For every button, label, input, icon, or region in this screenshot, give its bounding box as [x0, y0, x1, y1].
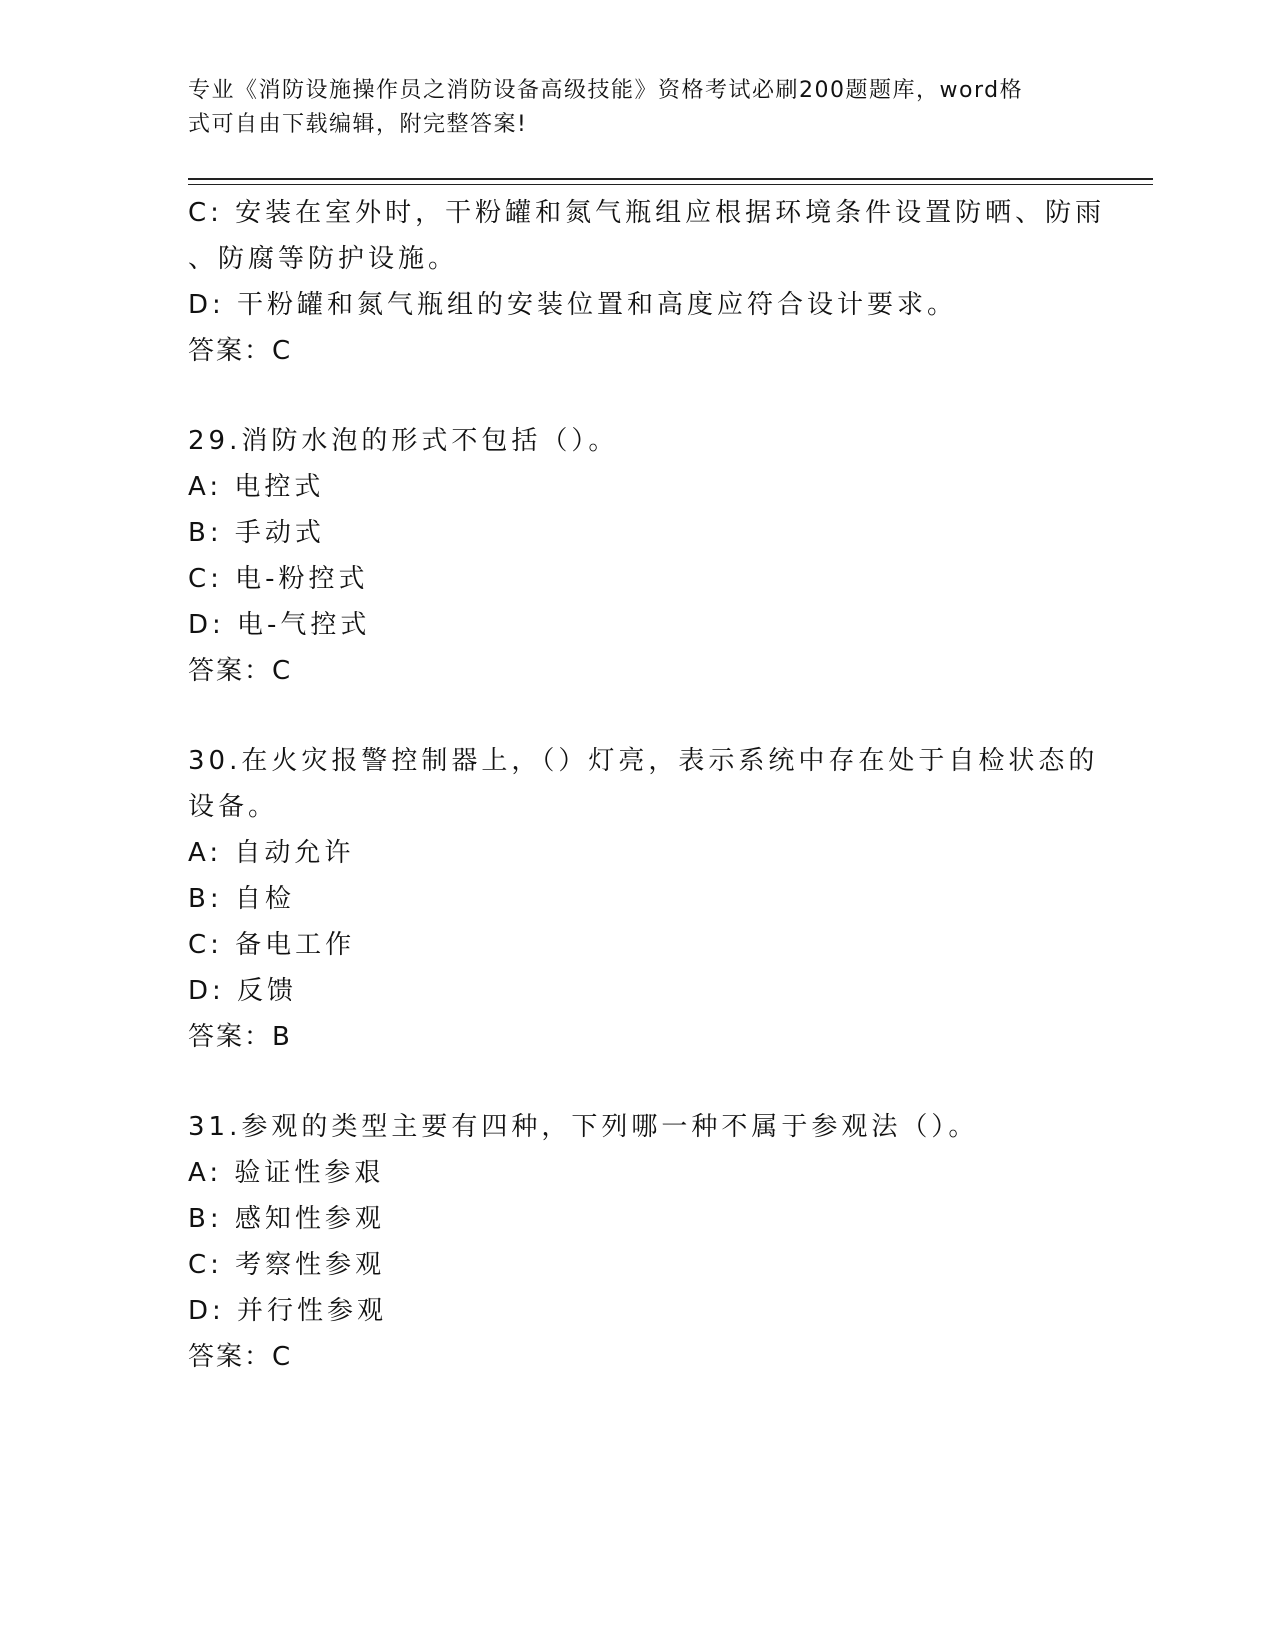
option-b: B: 手动式	[188, 518, 325, 548]
answer-line: 答案：C	[188, 1342, 293, 1372]
question-31	[188, 1104, 1088, 1380]
document-header	[188, 74, 1078, 142]
option-c-line-2: 、防腐等防护设施。	[188, 244, 459, 274]
option-a: A: 电控式	[188, 472, 325, 502]
option-c-line-1: C: 安装在室外时，干粉罐和氮气瓶组应根据环境条件设置防晒、防雨	[188, 198, 1106, 228]
question-title: 29.消防水泡的形式不包括（）。	[188, 426, 619, 456]
question-29	[188, 418, 1088, 694]
option-b: B: 自检	[188, 884, 295, 914]
option-c: C: 备电工作	[188, 930, 356, 960]
header-line-2: 式可自由下载编辑，附完整答案!	[188, 112, 528, 137]
option-c: C: 电-粉控式	[188, 564, 369, 594]
option-b: B: 感知性参观	[188, 1204, 385, 1234]
question-30	[188, 738, 1099, 1060]
question-title: 31.参观的类型主要有四种，下列哪一种不属于参观法（）。	[188, 1112, 979, 1142]
header-line-1: 专业《消防设施操作员之消防设备高级技能》资格考试必刷200题题库，word格	[188, 78, 1024, 103]
header-rule-thick	[188, 178, 1153, 180]
answer-line: 答案：B	[188, 1022, 292, 1052]
option-d: D: 电-气控式	[188, 610, 371, 640]
header-rule-thin	[188, 184, 1153, 185]
option-a: A: 验证性参艰	[188, 1158, 385, 1188]
option-d: D: 反馈	[188, 976, 298, 1006]
option-c: C: 考察性参观	[188, 1250, 386, 1280]
carryover-block	[188, 190, 1106, 374]
option-d: D: 并行性参观	[188, 1296, 388, 1326]
answer-line: 答案：C	[188, 656, 293, 686]
option-d: D: 干粉罐和氮气瓶组的安装位置和高度应符合设计要求。	[188, 290, 958, 320]
question-title-line-1: 30.在火灾报警控制器上，（）灯亮，表示系统中存在处于自检状态的	[188, 746, 1099, 776]
question-title-line-2: 设备。	[188, 792, 279, 822]
option-a: A: 自动允许	[188, 838, 355, 868]
document-body	[188, 190, 1106, 1380]
answer-line: 答案：C	[188, 336, 293, 366]
